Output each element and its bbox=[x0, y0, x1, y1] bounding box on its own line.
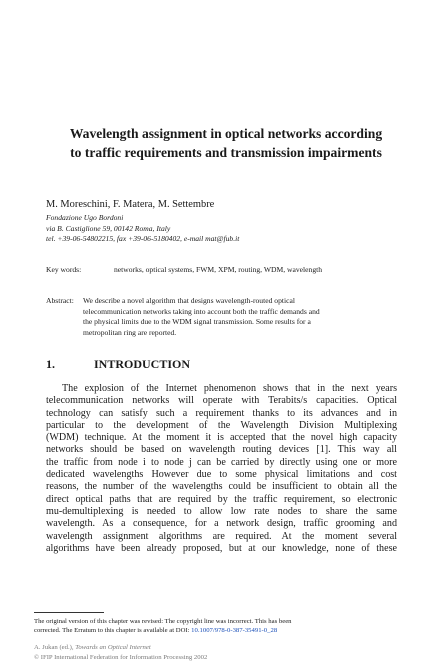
copyright-line: © IFIP International Federation for Information Processing 2002 bbox=[34, 653, 208, 661]
affiliation-line-3: tel. +39-06-54802215, fax +39-06-5180402, e-mail mat@fub.it bbox=[46, 234, 240, 243]
body-line: particular to the development of the Wavelength Division Multiplexing bbox=[46, 419, 397, 431]
body-line: wavelength assignment algorithms are required. At the moment several bbox=[46, 530, 397, 542]
body-line: algorithms have been already proposed, but at our knowledge, none of these bbox=[46, 542, 397, 554]
keywords-label: Key words: bbox=[46, 265, 82, 274]
body-line: (WDM) technique. At the moment it is accepted that the novel high capacity bbox=[46, 432, 397, 444]
abstract-text bbox=[83, 296, 393, 338]
title-line-1: Wavelength assignment in optical networks according bbox=[69, 126, 383, 141]
body-text bbox=[46, 383, 397, 555]
footnote-line-2-text: corrected. The Erratum to this chapter is available at DOI: bbox=[34, 627, 192, 634]
doi-link[interactable]: 10.1007/978-0-387-35491-0_28 bbox=[191, 627, 278, 634]
body-line: reasons, the number of the wavelengths could be insufficient to obtain all the bbox=[46, 481, 397, 493]
affiliation-line-1: Fondazione Ugo Bordoni bbox=[46, 213, 124, 222]
author-list: M. Moreschini, F. Matera, M. Settembre bbox=[46, 199, 215, 210]
body-line: dedicated wavelengths However due to some physical limitations and cost bbox=[46, 469, 397, 481]
section-number: 1. bbox=[46, 357, 55, 371]
title-line-2: to traffic requirements and transmission impairments bbox=[70, 145, 382, 160]
footnote bbox=[34, 617, 292, 635]
affiliation bbox=[46, 213, 239, 245]
paper-title bbox=[46, 124, 406, 162]
body-line: the traffic from node i to node j can be carried by directly using one or more bbox=[46, 456, 397, 468]
body-line: wavelength. As a consequence, for a network design, traffic grooming and bbox=[46, 518, 397, 530]
footnote-line-1: The original version of this chapter was revised: The copyright line was incorrect. This has been bbox=[34, 618, 292, 625]
abstract-line: metropolitan ring are reported. bbox=[83, 327, 177, 337]
footnote-line-2 bbox=[34, 626, 292, 635]
body-line: telecommunication networks will operate with Terabits/s capacities. Optical bbox=[46, 395, 397, 407]
section-heading: INTRODUCTION bbox=[94, 357, 191, 371]
keywords-text: networks, optical systems, FWM, XPM, routing, WDM, wavelength bbox=[114, 265, 323, 274]
abstract-label: Abstract: bbox=[46, 296, 74, 305]
footnote-divider bbox=[34, 612, 104, 613]
book-title: Towards an Optical Internet bbox=[75, 644, 151, 651]
editor-text: A. Jukan (ed.), bbox=[34, 644, 76, 651]
body-line: technology can satisfy such a requirement thanks to its advances and in bbox=[46, 407, 397, 419]
body-line: networks should be based on wavelength routing devices [1]. This way all bbox=[46, 444, 397, 456]
abstract-line: the physical limits due to the WDM signal transmission. Some results for a bbox=[83, 317, 311, 327]
publication-credit bbox=[34, 643, 207, 662]
body-line: direct optical paths that are required by the traffic requirement, so electronic bbox=[46, 493, 397, 505]
abstract-line: We describe a novel algorithm that designs wavelength-routed optical bbox=[83, 296, 295, 305]
abstract-line: telecommunication networks taking into account both the traffic demands and bbox=[83, 306, 320, 316]
affiliation-line-2: via B. Castiglione 59, 00142 Roma, Italy bbox=[46, 223, 171, 233]
body-line: The explosion of the Internet phenomenon shows that in the next years bbox=[62, 383, 397, 394]
body-line: mu-demultiplexing is needed to allow low rate nodes to share the same bbox=[46, 505, 397, 517]
editor-line bbox=[34, 643, 207, 653]
